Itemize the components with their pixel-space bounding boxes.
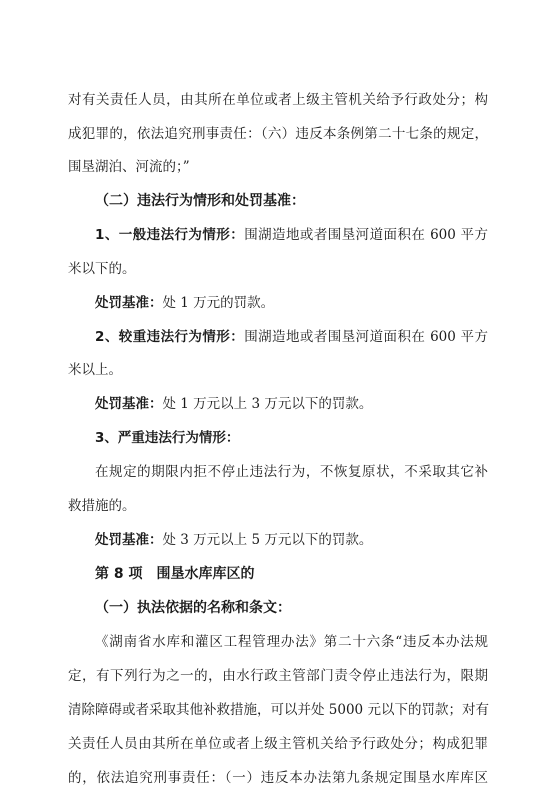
paragraph-line: 救措施的。	[68, 498, 136, 514]
paragraph-line: 对有关责任人员，由其所在单位或者上级主管机关给予行政处分；构	[68, 92, 488, 108]
item-text: 围湖造地或者围垦河道面积在 600 平方	[244, 329, 488, 345]
list-item	[95, 328, 488, 346]
paragraph-line: 成犯罪的，依法追究刑事责任：（六）违反本条例第二十七条的规定，	[68, 126, 488, 142]
section-title: 第 8 项 围垦水库库区的	[95, 566, 255, 582]
item-text: 围湖造地或者围垦河道面积在 600 平方	[244, 227, 488, 243]
paragraph-line: 《湖南省水库和灌区工程管理办法》第二十六条“违反本办法规	[95, 634, 488, 650]
paragraph-line: 围垦湖泊、河流的；”	[68, 159, 190, 175]
penalty-line	[95, 395, 488, 413]
paragraph-line: 在规定的期限内拒不停止违法行为，不恢复原状，不采取其它补	[95, 464, 488, 480]
section-heading: （一）执法依据的名称和条文：	[95, 600, 291, 616]
paragraph-line: 的，依法追究刑事责任：（一）违反本办法第九条规定围垦水库库区	[68, 770, 488, 786]
paragraph-line: 米以上。	[68, 362, 122, 378]
item-label: 1、一般违法行为情形：	[95, 227, 245, 243]
penalty-line	[95, 294, 488, 312]
penalty-label: 处罚基准：	[95, 295, 163, 311]
list-item	[95, 226, 488, 244]
penalty-text: 处 1 万元的罚款。	[162, 295, 275, 311]
paragraph-line: 关责任人员由其所在单位或者上级主管机关给予行政处分；构成犯罪	[68, 736, 488, 752]
item-label: 3、严重违法行为情形：	[95, 430, 240, 446]
item-label: 2、较重违法行为情形：	[95, 329, 245, 345]
penalty-text: 处 1 万元以上 3 万元以下的罚款。	[162, 396, 373, 412]
penalty-line	[95, 531, 488, 549]
penalty-label: 处罚基准：	[95, 532, 163, 548]
section-heading: （二）违法行为情形和处罚基准：	[95, 193, 305, 209]
penalty-label: 处罚基准：	[95, 396, 163, 412]
paragraph-line: 米以下的。	[68, 261, 136, 277]
paragraph-line: 清除障碍或者采取其他补救措施，可以并处 5000 元以下的罚款；对有	[68, 702, 489, 718]
penalty-text: 处 3 万元以上 5 万元以下的罚款。	[162, 532, 373, 548]
paragraph-line: 定，有下列行为之一的，由水行政主管部门责令停止违法行为，限期	[68, 668, 488, 684]
